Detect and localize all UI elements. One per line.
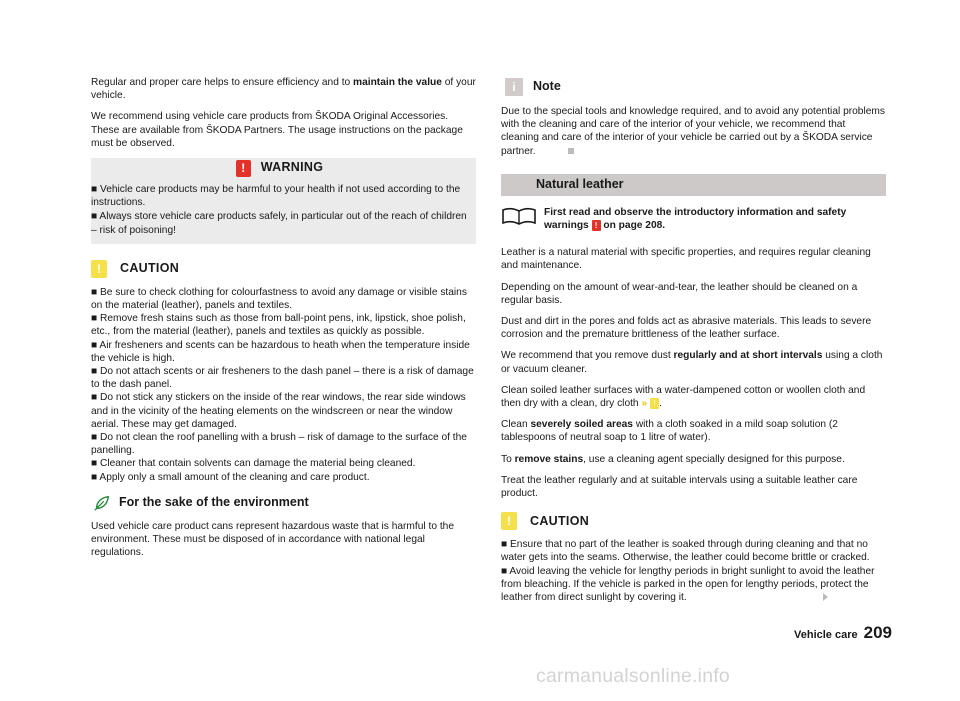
note-header xyxy=(501,78,886,96)
section-heading-bar xyxy=(501,174,886,196)
environment-header xyxy=(91,494,476,512)
caution-title: CAUTION xyxy=(530,513,590,528)
note-title: Note xyxy=(533,79,561,94)
leather-paragraph-5: Clean soiled leather surfaces with a water-dampened cotton or woollen cloth and then dry with a clean, dry cloth » ! . xyxy=(501,384,866,410)
leather-paragraph-4: We recommend that you remove dust regularly and at short intervals using a cloth or vacuum cleaner. xyxy=(501,350,883,375)
info-icon: i xyxy=(505,78,523,96)
caution-item: ■ Be sure to check clothing for colourfastness to avoid any damage or visible stains on the material (leather), panels and textiles. xyxy=(91,286,467,312)
watermark: carmanualsonline.info xyxy=(536,665,730,687)
caution-item: ■ Air fresheners and scents can be hazardous to heath when the temperature inside the vehicle is high. xyxy=(91,339,470,364)
warning-item: ■ Always store vehicle care products safely, in particular out of the reach of children – risk of poisoning! xyxy=(91,211,467,236)
leather-paragraph-3: Dust and dirt in the pores and folds act as abrasive materials. This leads to severe corrosion and the premature brittleness of the leather surface. xyxy=(501,316,872,341)
warning-body xyxy=(91,183,468,237)
caution-item: ■ Ensure that no part of the leather is soaked through during cleaning and that no water gets into the seams. Otherwise, the leather could become brittle or cracked. xyxy=(501,539,870,564)
inline-warning-icon: ! xyxy=(592,220,601,231)
recycle-leaf-icon xyxy=(93,494,111,512)
note-text: Due to the special tools and knowledge required, and to avoid any potential problems with the cleaning and care of the interior of your vehicle, we recommend that cleaning and care of the interior of your vehicle be carried out by a ŠKODA service partner. xyxy=(501,106,885,157)
reference-row xyxy=(501,206,886,232)
section-end-marker xyxy=(568,148,574,154)
continue-arrow-icon xyxy=(823,593,828,601)
inline-caution-icon: ! xyxy=(650,398,659,409)
leather-paragraph-7: To remove stains, use a cleaning agent specially designed for this purpose. xyxy=(501,453,845,465)
section-title: Natural leather xyxy=(536,177,624,192)
caution-exclamation-icon: ! xyxy=(501,512,517,530)
leather-paragraph-2: Depending on the amount of wear-and-tear, the leather should be cleaned on a regular basis. xyxy=(501,281,858,306)
leather-paragraph-1: Leather is a natural material with specific properties, and requires regular cleaning and maintenance. xyxy=(501,247,871,272)
leather-caution-header xyxy=(501,512,886,530)
reference-text: First read and observe the introductory information and safety warnings ! on page 208. xyxy=(544,206,847,232)
caution-item: ■ Apply only a small amount of the cleaning and care product. xyxy=(91,471,370,483)
caution-item: ■ Do not attach scents or air fresheners to the dash panel – there is a risk of damage to the dash panel. xyxy=(91,366,474,391)
warning-box xyxy=(91,158,476,244)
leather-paragraph-8: Treat the leather regularly and at suitable intervals using a suitable leather care product. xyxy=(501,474,858,500)
reference-arrow: » xyxy=(641,398,648,410)
caution-item: ■ Remove fresh stains such as those from ball-point pens, ink, lipstick, shoe polish, etc., from the material (leather), panels and textiles as quickly as possible. xyxy=(91,313,466,338)
warning-title: WARNING xyxy=(260,160,324,175)
exclamation-icon: ! xyxy=(236,160,251,177)
caution-list xyxy=(91,286,476,484)
environment-text: Used vehicle care product cans represent hazardous waste that is harmful to the environment. These must be disposed of in accordance with national legal regulations. xyxy=(91,520,454,559)
leather-paragraph-6: Clean severely soiled areas with a cloth soaked in a mild soap solution (2 tablespoons of neutral soap to 1 litre of water). xyxy=(501,419,838,444)
leather-caution-list xyxy=(501,538,886,604)
caution-item: ■ Cleaner that contain solvents can damage the material being cleaned. xyxy=(91,458,416,470)
page-number: 209 xyxy=(863,623,892,642)
intro-paragraph-1: Regular and proper care helps to ensure efficiency and to maintain the value of your vehicle. xyxy=(91,77,476,102)
intro-paragraph-2: We recommend using vehicle care products from ŠKODA Original Accessories. These are available from ŠKODA Partners. The usage instructions on the package must be observed. xyxy=(91,111,463,149)
warning-item: ■ Vehicle care products may be harmful to your health if not used according to the instructions. xyxy=(91,184,461,209)
chapter-label: Vehicle care xyxy=(794,629,858,641)
environment-title: For the sake of the environment xyxy=(119,495,309,510)
open-book-icon xyxy=(501,206,537,226)
caution-header xyxy=(91,260,476,278)
caution-item: ■ Do not stick any stickers on the inside of the rear windows, the rear side windows and in the vicinity of the heating elements on the windscreen or near the window aerial. These may get damaged. xyxy=(91,392,466,430)
warning-header xyxy=(91,158,468,178)
page-footer xyxy=(794,623,892,642)
caution-title: CAUTION xyxy=(120,261,180,276)
caution-item: ■ Do not clean the roof panelling with a brush – risk of damage to the surface of the panelling. xyxy=(91,432,467,457)
right-column xyxy=(501,76,886,604)
caution-exclamation-icon: ! xyxy=(91,260,107,278)
caution-item: ■ Avoid leaving the vehicle for lengthy periods in bright sunlight to avoid the leather from bleaching. If the vehicle is parked in the open for lengthy periods, protect the leather from direct sunlight by covering it. xyxy=(501,565,875,604)
left-column xyxy=(91,76,476,567)
